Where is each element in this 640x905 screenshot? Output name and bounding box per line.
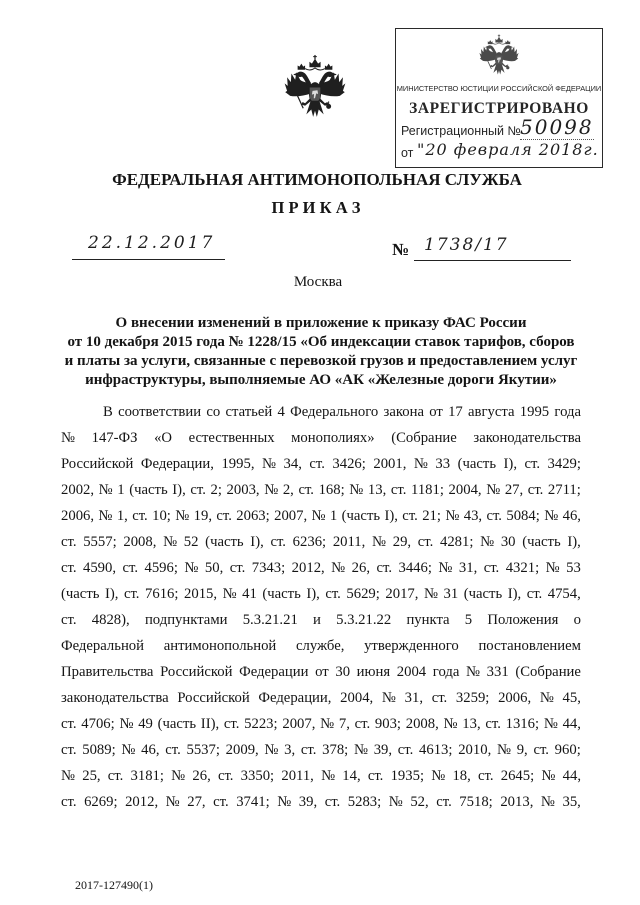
word: 2012, [291,559,325,576]
word: ст. [61,611,77,628]
word: ст. [223,715,240,732]
word: 39, [373,741,393,758]
word: I), [503,455,517,472]
word: от [429,403,443,420]
word: 5089; [82,741,116,758]
word: № [277,793,292,810]
word: соответствии [118,403,202,420]
word: 960; [554,741,581,758]
word: Положения [487,611,559,628]
word: 5557; [83,533,117,550]
word: 903; [374,715,401,732]
word: № [445,507,460,524]
body-line [61,789,581,815]
word: 7616; [145,585,179,602]
word: 18, [452,767,471,784]
word: 378; [322,741,349,758]
stamp-ministry-name: МИНИСТЕРСТВО ЮСТИЦИИ РОССИЙСКОЙ ФЕДЕРАЦИИ [396,84,602,93]
word: о [573,611,581,628]
word: 2002, [61,481,95,498]
registration-stamp [395,28,603,168]
word: 31, [458,559,478,576]
word: Федерального [290,403,379,420]
word: ст. [216,507,232,524]
word: 30 [500,533,516,550]
word: 4596; [144,559,178,576]
word: 14, [342,767,361,784]
stamp-date-label: от [401,146,414,160]
word: 26, [351,559,371,576]
word: ст. [483,559,500,576]
body-paragraph [61,399,581,815]
body-line [61,555,581,581]
word: 2004, [448,481,482,498]
word: № [381,689,396,706]
word: года [554,403,581,420]
word: 4706; [81,715,115,732]
coat-of-arms-emblem [284,54,346,124]
stamp-date-value: "20 февраля 2018г. [417,140,599,159]
word: 2004 [396,663,427,680]
word: ст. [478,767,494,784]
word: I), [384,507,398,524]
word: ст. [397,741,414,758]
word: 33 [435,455,451,472]
body-line [61,529,581,555]
word: 3741; [236,793,270,810]
word: июня [356,663,391,680]
word: статьей [225,403,273,420]
word: № [175,507,190,524]
word: II), [200,715,220,732]
agency-name: ФЕДЕРАЛЬНАЯ АНТИМОНОПОЛЬНАЯ СЛУЖБА [112,170,522,189]
word: № [119,715,134,732]
word: 7, [338,715,350,732]
word: 43, [463,507,483,524]
word: ст. [190,481,206,498]
word: 49 [138,715,153,732]
word: 4321; [505,559,540,576]
word: 6269; [84,793,118,810]
word: 2007, [274,507,308,524]
word: 1 [117,481,125,498]
word: 5.3.21.22 [336,611,392,628]
word: 3350; [240,767,275,784]
title-line: О внесении изменений в приложение к приказу ФАС России [115,315,527,331]
word: 7343; [251,559,286,576]
word: 1316; [505,715,540,732]
word: (часть [522,533,561,550]
word: ст. [390,481,407,498]
word: 44, [562,715,581,732]
word: № [431,767,446,784]
word: 1995, [221,455,255,472]
word: 2011, [281,767,314,784]
word: № [466,663,481,680]
word: № [320,715,335,732]
word: ст. [270,533,286,550]
word: (Собрание [391,429,457,446]
word: № [388,793,403,810]
word: 2007, [282,715,316,732]
word: ст. [485,715,501,732]
word: ст. [526,585,543,602]
word: законодательства [473,429,581,446]
word: 31 [443,585,459,602]
word: ст. [61,715,77,732]
word: ст. [431,689,448,706]
stamp-status: ЗАРЕГИСТРИРОВАНО [409,100,589,117]
word: 4613; [419,741,453,758]
word: № [184,559,199,576]
word: антимонопольной [163,637,277,654]
word: ст. [107,767,124,784]
word: 5629; [346,585,380,602]
word: 2; [210,481,222,498]
word: ст. [298,481,314,498]
word: № [545,559,560,576]
word: 3429; [547,455,581,472]
word: I), [172,481,186,498]
word: 4281; [439,533,474,550]
word: Российской [177,689,250,706]
word: года [432,663,460,680]
word: (часть [341,507,381,524]
word: I), [567,533,581,550]
word: 5283; [347,793,382,810]
word: 13, [462,715,481,732]
word: 21; [422,507,441,524]
word: 35, [562,793,581,810]
word: 17 [448,403,463,420]
body-line [61,659,581,685]
body-line [61,737,581,763]
number-underline [414,260,571,261]
word: 147-ФЗ [91,429,138,446]
word: Федерации [239,663,309,680]
word: ст. [61,741,77,758]
word: ст. [123,585,140,602]
word: 34, [283,455,302,472]
word: № [544,507,559,524]
word: ст. [376,559,392,576]
word: № [413,455,428,472]
word: № [311,507,326,524]
order-title [2,314,640,390]
body-line [61,711,581,737]
word: законодательства [61,689,169,706]
body-line [61,451,581,477]
word: (часть [262,585,301,602]
word: ст. [165,741,181,758]
word: августа [468,403,515,420]
word: 46, [562,507,581,524]
word: ст. [325,585,341,602]
word: 2017, [385,585,419,602]
word: Российской [160,663,233,680]
word: ст. [61,559,77,576]
word: ст. [132,507,148,524]
word: 46, [141,741,160,758]
word: ст. [217,767,234,784]
word: 2004, [340,689,374,706]
word: I), [104,585,119,602]
word: 5084; [506,507,540,524]
word: № [61,429,76,446]
word: 19, [193,507,212,524]
word: 2645; [500,767,535,784]
document-code: 2017-127490(1) [75,878,153,892]
word: 2008, [123,533,157,550]
word: 5 [464,611,473,628]
word: № [165,793,180,810]
word: и [313,611,321,628]
word: № [98,507,113,524]
word: № [222,585,237,602]
word: ст. [324,793,341,810]
word: № [264,741,279,758]
word: Российской [61,455,134,472]
word: (часть [205,533,244,550]
word: № [372,533,387,550]
word: 2012, [125,793,159,810]
word: № [331,559,346,576]
body-line [61,607,581,633]
word: подпунктами [144,611,228,628]
word: службе, [295,637,345,654]
word: 6236; [292,533,327,550]
word: со [206,403,221,420]
word: ст. [533,741,549,758]
word: 27, [187,793,206,810]
body-line [61,633,581,659]
word: № [264,481,279,498]
word: 44, [562,767,581,784]
word: 2063; [236,507,270,524]
word: 45, [562,689,581,706]
word: 3259; [455,689,490,706]
word: 39, [298,793,318,810]
word: I), [507,585,522,602]
word: 9, [516,741,528,758]
word: (часть [457,455,497,472]
word: «О [154,429,173,446]
word: I), [306,585,320,602]
word: 1181; [411,481,444,498]
word: № [543,715,558,732]
word: 3, [284,741,296,758]
title-line: и платы за услуги, связанные с перевозкой грузов и предоставлением услуг [64,353,578,369]
word: 26, [192,767,211,784]
word: № [480,533,495,550]
word: закона [383,403,424,420]
word: 3426; [332,455,366,472]
word: Правительства [61,663,154,680]
word: I), [250,533,264,550]
word: (часть [463,585,503,602]
word: 2, [282,481,294,498]
word: (часть [157,715,197,732]
word: 41 [242,585,257,602]
word: 4590, [82,559,117,576]
word: 53 [566,559,581,576]
stamp-emblem-icon [479,34,519,79]
word: № [486,481,501,498]
word: Федерации, [140,455,214,472]
word: 13, [367,481,387,498]
word: 31, [404,689,423,706]
word: Федерации, [258,689,332,706]
word: 331 [486,663,509,680]
word: 5.3.21.21 [242,611,298,628]
word: 168; [318,481,345,498]
word: № [61,767,76,784]
word: 2001, [373,455,407,472]
word: № [321,767,336,784]
word: № [171,767,186,784]
word: утвержденного [364,637,459,654]
word: 4 [277,403,285,420]
word: ст. [367,767,384,784]
word: В [103,403,113,420]
word: постановлением [478,637,581,654]
word: 3446; [398,559,432,576]
body-line [61,685,581,711]
word: 7518; [459,793,493,810]
stamp-registration-label: Регистрационный № [401,124,521,138]
word: 2711; [547,481,581,498]
word: (часть [129,481,168,498]
word: 1, [116,507,128,524]
word: 2003, [226,481,260,498]
title-line: от 10 декабря 2015 года № 1228/15 «Об индексации ставок тарифов, сборов [67,334,575,350]
word: 4828), [91,611,130,628]
word: № [539,689,554,706]
word: пункта [406,611,450,628]
word: № [353,741,368,758]
word: ст. [61,793,77,810]
word: 27, [504,481,524,498]
word: ст. [61,533,77,550]
word: (Собрание [515,663,581,680]
word: 5223; [244,715,278,732]
word: монополиях» [291,429,375,446]
word: № [540,793,555,810]
title-line: инфраструктуры, выполняемые АО «АК «Железные дороги Якутии» [85,372,557,388]
word: № [496,741,511,758]
word: 4754, [547,585,581,602]
word: № [163,533,178,550]
word: 1 [329,507,338,524]
word: № [261,455,276,472]
word: ст. [527,481,544,498]
date-underline [72,259,225,260]
word: № [349,481,364,498]
word: 50, [204,559,224,576]
body-line [61,399,581,425]
word: от [315,663,329,680]
word: № [443,715,458,732]
word: 10; [152,507,171,524]
word: № [423,585,438,602]
city: Москва [293,274,343,290]
word: ст. [417,533,434,550]
word: ст. [213,793,229,810]
word: ст. [309,455,325,472]
word: 30 [335,663,351,680]
word: № [541,767,556,784]
word: 52, [410,793,429,810]
word: 1995 [519,403,550,420]
word: 2008, [405,715,439,732]
document-type: П Р И К А З [271,198,361,217]
word: 2009, [225,741,259,758]
document-date: 22.12.2017 [88,233,216,253]
word: № [438,559,453,576]
word: ст. [402,507,418,524]
word: № [121,741,136,758]
word: (часть [61,585,100,602]
word: 2015, [184,585,218,602]
word: 2013, [500,793,534,810]
word: 2011, [332,533,366,550]
word: ст. [524,455,541,472]
number-label: № [392,240,410,259]
stamp-registration-number: 50098 [520,115,594,139]
word: 52 [183,533,199,550]
body-line [61,763,581,789]
word: 2006, [498,689,532,706]
document-number: 1738/17 [424,235,509,255]
word: 5537; [186,741,220,758]
word: 29, [392,533,412,550]
body-line [61,477,581,503]
word: ст. [122,559,139,576]
word: ст. [354,715,371,732]
word: ст. [486,507,502,524]
word: Федеральной [61,637,145,654]
word: ст. [300,741,317,758]
body-line [61,425,581,451]
word: ст. [229,559,246,576]
body-line [61,503,581,529]
word: 1935; [390,767,425,784]
word: № [98,481,113,498]
body-line [61,581,581,607]
word: естественных [188,429,275,446]
word: 2006, [61,507,95,524]
word: ст. [436,793,452,810]
word: 3181; [130,767,164,784]
word: 2010, [458,741,492,758]
word: 25, [82,767,101,784]
